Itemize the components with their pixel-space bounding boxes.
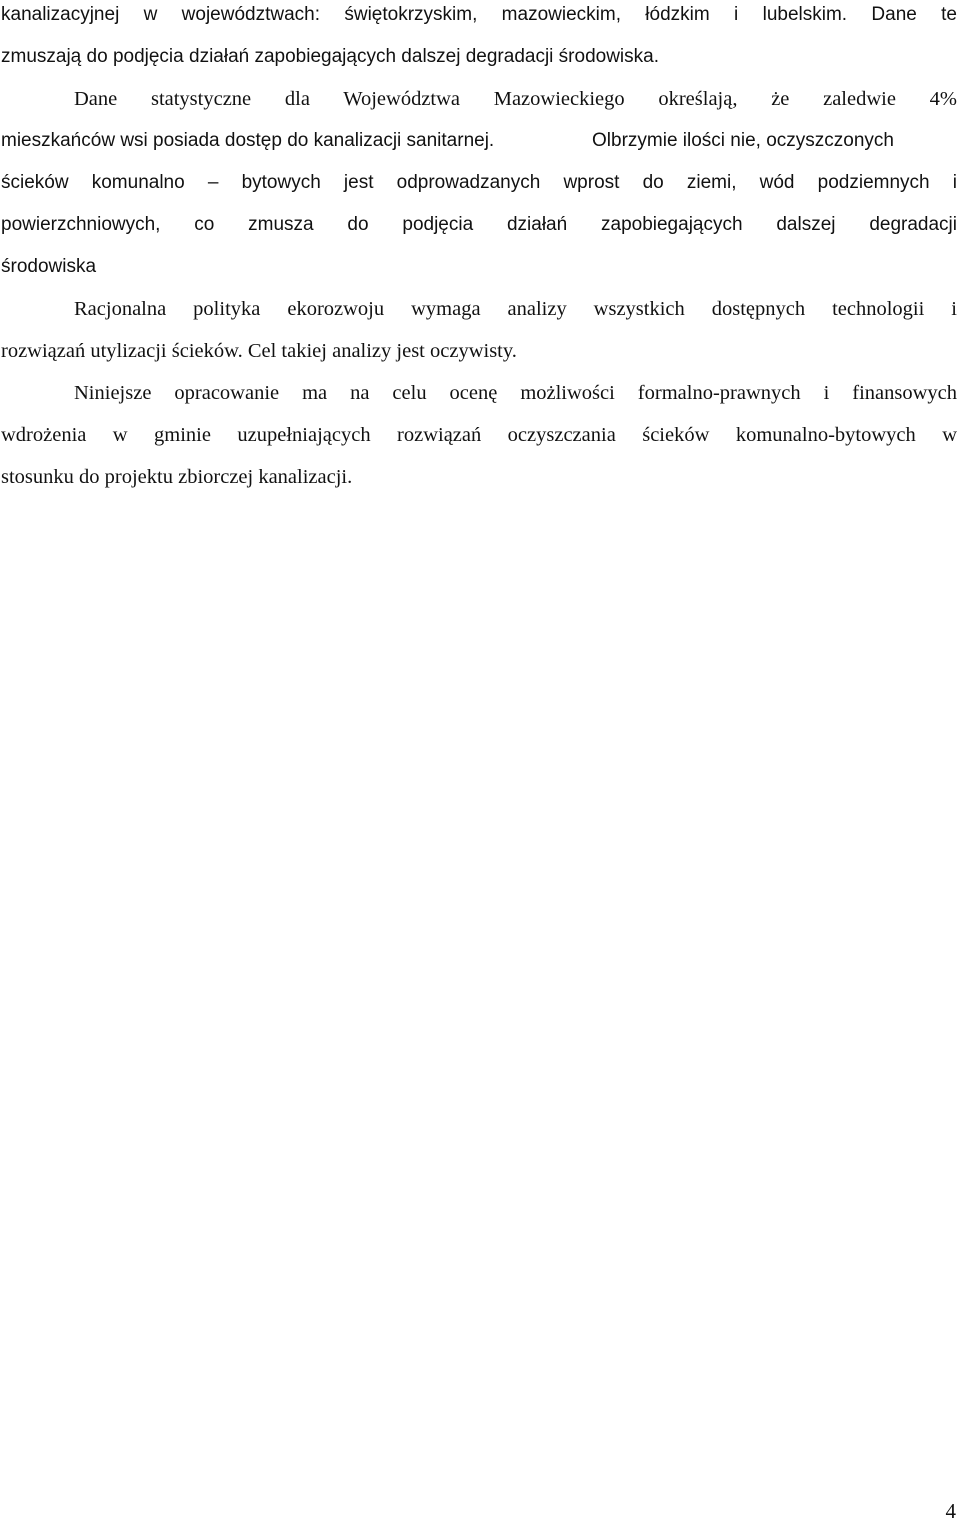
text-line-12: stosunku do projektu zbiorczej kanalizacji. bbox=[1, 466, 353, 488]
text-line-10: Niniejsze opracowanie ma na celu ocenę możliwości formalno-prawnych i finansowych bbox=[74, 382, 957, 404]
page-number: 4 bbox=[945, 1499, 956, 1523]
text-line-3: Dane statystyczne dla Województwa Mazowieckiego określają, że zaledwie 4% bbox=[74, 88, 957, 110]
text-line-1: kanalizacyjnej w województwach: świętokrzyskim, mazowieckim, łódzkim i lubelskim. Dane te bbox=[1, 4, 957, 25]
text-line-9: rozwiązań utylizacji ścieków. Cel takiej analizy jest oczywisty. bbox=[1, 340, 517, 362]
text-line-8: Racjonalna polityka ekorozwoju wymaga analizy wszystkich dostępnych technologii i bbox=[74, 298, 957, 320]
text-line-7: środowiska bbox=[1, 256, 97, 277]
text-line-11: wdrożenia w gminie uzupełniających rozwiązań oczyszczania ścieków komunalno-bytowych w bbox=[1, 424, 957, 446]
text-line-5: ścieków komunalno – bytowych jest odprowadzanych wprost do ziemi, wód podziemnych i bbox=[1, 172, 957, 193]
text-line-4: mieszkańców wsi posiada dostęp do kanalizacji sanitarnej. bbox=[1, 130, 495, 151]
text-line-4b: Olbrzymie ilości nie, oczyszczonych bbox=[592, 130, 894, 151]
text-line-6: powierzchniowych, co zmusza do podjęcia działań zapobiegających dalszej degradacji bbox=[1, 214, 957, 235]
text-line-2: zmuszają do podjęcia działań zapobiegających dalszej degradacji środowiska. bbox=[1, 46, 659, 67]
